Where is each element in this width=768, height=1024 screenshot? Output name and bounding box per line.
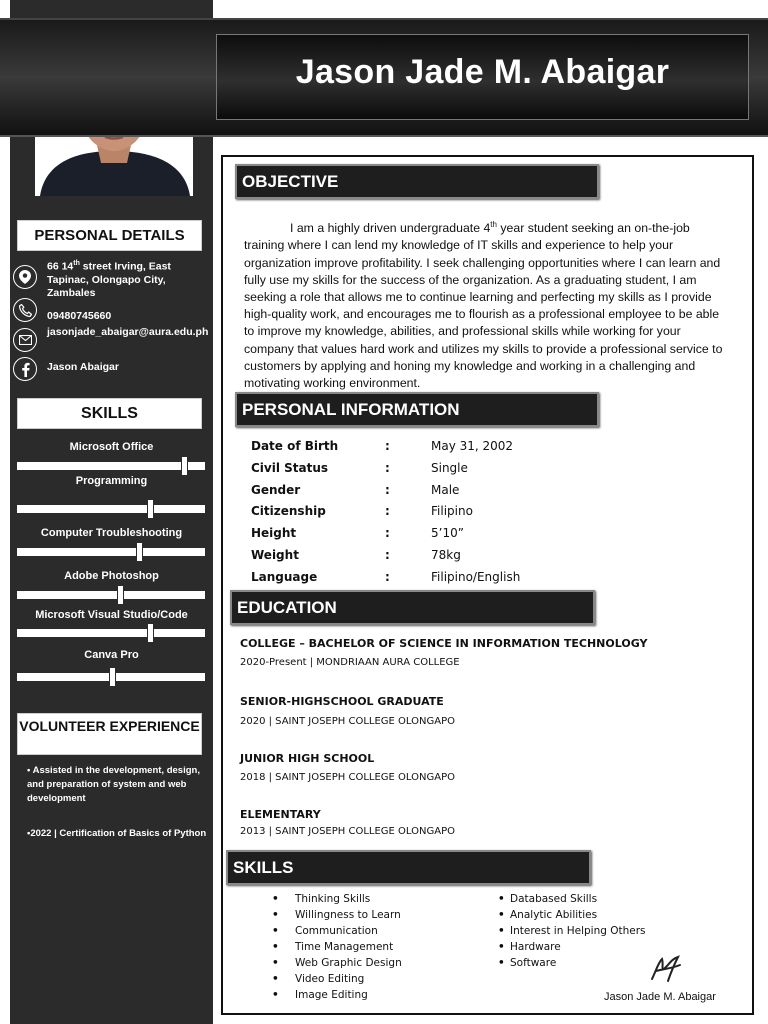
skill-bar-programming [17, 505, 205, 513]
info-row-language [251, 570, 731, 592]
facebook-text: Jason Abaigar [47, 361, 119, 373]
skill-label-canva-pro: Canva Pro [84, 649, 139, 661]
sidebar [10, 0, 213, 1024]
info-colon: : [385, 504, 390, 518]
education-jhs-title: JUNIOR HIGH SCHOOL [240, 752, 375, 765]
list-item: • Video Editing [272, 971, 402, 987]
skill-knob-microsoft-office [181, 456, 188, 476]
list-item: • Databased Skills [498, 891, 646, 907]
info-label: Height [251, 526, 297, 540]
info-row-weight [251, 548, 731, 570]
list-item: • Communication [272, 923, 402, 939]
skills-list-left [272, 891, 402, 1003]
address-row [13, 257, 211, 299]
info-colon: : [385, 439, 390, 453]
name-banner [0, 18, 768, 137]
signature-mark [648, 953, 684, 985]
objective-text: I am a highly driven undergraduate 4th year student seeking an on-the-job training where I can lend my knowledge of IT skills and experience to help your organization improve profitability. I seek challenging opportunities where I can learn and fully use my skills for the success of the organization. As a graduating student, I am seeking a role that allows me to continue learning and perfecting my skills as I provide high-quality work, and encourages me to flourish as a professional employee to be able to improve my knowledge, abilities, and professional skills while working for your company that values hard work and utilizes my skills to provide a professional service to customers by applying and honing my knowledge and working in a challenging and motivating working environment. [244, 220, 723, 390]
skill-bar-adobe-photoshop [17, 591, 205, 599]
info-row-height [251, 526, 731, 548]
info-label: Weight [251, 548, 299, 562]
skill-bar-visual-studio [17, 629, 205, 637]
list-item: • Willingness to Learn [272, 907, 402, 923]
personal-information-heading: PERSONAL INFORMATION [235, 392, 599, 427]
skills-list-right [498, 891, 646, 971]
address-text: 66 14th street Irving, East Tapinac, Olongapo City, Zambales [47, 260, 171, 299]
education-college-detail: 2020-Present | MONDRIAAN AURA COLLEGE [240, 657, 460, 668]
phone-row [13, 298, 211, 324]
education-heading: EDUCATION [230, 590, 595, 625]
info-label: Gender [251, 483, 301, 497]
list-item: • Software [498, 955, 646, 971]
volunteer-item-certification: •2022 | Certification of Basics of Python [27, 828, 207, 839]
skill-label-microsoft-office: Microsoft Office [69, 441, 154, 453]
info-label: Date of Birth [251, 439, 339, 453]
skill-bar-canva-pro [17, 673, 205, 681]
skill-bar-computer-troubleshooting [17, 548, 205, 556]
info-value: Male [431, 483, 460, 497]
education-shs-title: SENIOR-HIGHSCHOOL GRADUATE [240, 695, 444, 708]
info-value: Filipino [431, 504, 473, 518]
main-skills-heading: SKILLS [226, 850, 591, 885]
facebook-icon [13, 357, 37, 381]
volunteer-item-development: • Assisted in the development, design, and preparation of system and web development [27, 765, 200, 804]
education-college-title: COLLEGE – BACHELOR OF SCIENCE IN INFORMATION TECHNOLOGY [240, 637, 648, 650]
envelope-icon [13, 328, 37, 352]
email-row [13, 326, 211, 356]
location-pin-icon [13, 265, 37, 289]
info-colon: : [385, 483, 390, 497]
skill-bar-microsoft-office [17, 462, 205, 470]
education-shs-detail: 2020 | SAINT JOSEPH COLLEGE OLONGAPO [240, 716, 455, 727]
skill-knob-visual-studio [147, 623, 154, 643]
skill-label-computer-troubleshooting: Computer Troubleshooting [40, 527, 183, 539]
skill-label-visual-studio: Microsoft Visual Studio/Code [35, 609, 188, 621]
skill-knob-programming [147, 499, 154, 519]
info-value: 5’10” [431, 526, 464, 540]
info-value: 78kg [431, 548, 461, 562]
skill-knob-canva-pro [109, 667, 116, 687]
full-name: Jason Jade M. Abaigar [295, 53, 670, 91]
sidebar-skills-heading: SKILLS [17, 398, 202, 429]
info-label: Civil Status [251, 461, 329, 475]
list-item: • Time Management [272, 939, 402, 955]
info-value: Single [431, 461, 468, 475]
phone-text: 09480745660 [47, 310, 112, 322]
name-banner-inner [216, 34, 749, 120]
list-item: • Thinking Skills [272, 891, 402, 907]
list-item: • Interest in Helping Others [498, 923, 646, 939]
info-value: Filipino/English [431, 570, 521, 584]
info-colon: : [385, 461, 390, 475]
skill-label-adobe-photoshop: Adobe Photoshop [64, 570, 159, 582]
info-label: Language [251, 570, 318, 584]
list-item: • Image Editing [272, 987, 402, 1003]
info-colon: : [385, 548, 390, 562]
objective-heading: OBJECTIVE [235, 164, 599, 199]
email-text: jasonjade_abaigar@aura.edu.ph [47, 326, 209, 338]
education-elementary-detail: 2013 | SAINT JOSEPH COLLEGE OLONGAPO [240, 826, 455, 837]
info-label: Citizenship [251, 504, 326, 518]
skill-label-programming: Programming [75, 475, 148, 487]
volunteer-heading: VOLUNTEER EXPERIENCE [17, 713, 202, 755]
info-colon: : [385, 570, 390, 584]
skill-knob-adobe-photoshop [117, 585, 124, 605]
phone-icon [13, 298, 37, 322]
education-elementary-title: ELEMENTARY [240, 808, 321, 821]
skill-knob-computer-troubleshooting [136, 542, 143, 562]
list-item: • Analytic Abilities [498, 907, 646, 923]
info-row-civil-status [251, 461, 731, 483]
info-colon: : [385, 526, 390, 540]
info-value: May 31, 2002 [431, 439, 514, 453]
info-row-gender [251, 483, 731, 505]
info-row-citizenship [251, 504, 731, 526]
list-item: • Hardware [498, 939, 646, 955]
signature-name: Jason Jade M. Abaigar [604, 991, 716, 1003]
list-item: • Web Graphic Design [272, 955, 402, 971]
personal-details-heading: PERSONAL DETAILS [17, 220, 202, 251]
education-jhs-detail: 2018 | SAINT JOSEPH COLLEGE OLONGAPO [240, 772, 455, 783]
info-row-date-of-birth [251, 439, 731, 461]
facebook-row [13, 357, 211, 383]
